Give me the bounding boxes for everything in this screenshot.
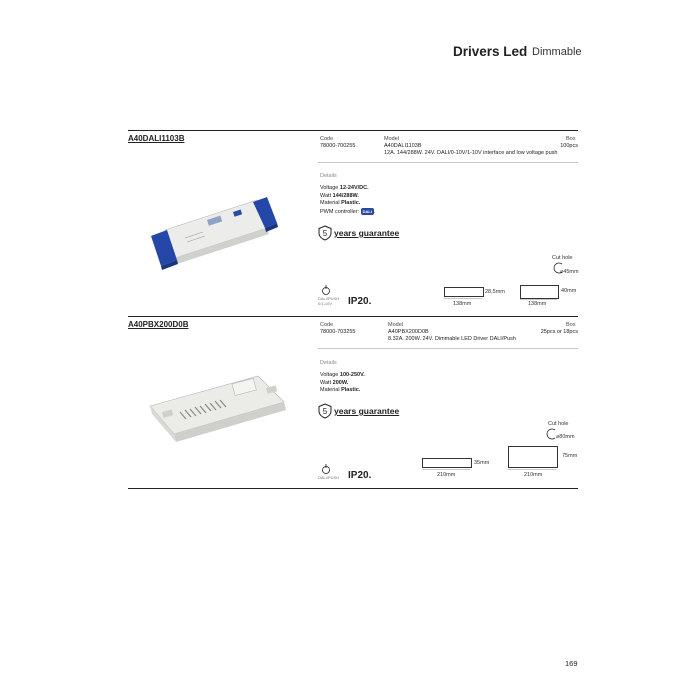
dimension-height-top: 35mm: [474, 460, 490, 466]
product-name: A40DALI1103B: [128, 134, 185, 143]
guarantee-text: years guarantee: [334, 406, 400, 416]
code-value: 78000-703255: [320, 329, 356, 335]
model-label: Model: [388, 322, 403, 328]
specs-list: [320, 372, 365, 395]
box-label: Box: [566, 322, 576, 328]
cut-hole-value: ⌀45mm: [560, 269, 579, 275]
cut-hole-value: ⌀80mm: [556, 434, 575, 440]
dimension-length-side: 138mm: [528, 301, 547, 307]
ip-rating: IP20.: [348, 296, 372, 307]
model-value: A40PBX200D0B: [388, 329, 429, 335]
dimming-icon-text: DALI/PUSH 0/1-10V: [318, 296, 340, 306]
divider: [318, 162, 578, 163]
code-label: Code: [320, 136, 334, 142]
product-image-driver: [145, 190, 280, 270]
voltage-value: 100-250V.: [339, 372, 365, 378]
material-label: Material: [320, 200, 340, 206]
box-value: 100pcs: [560, 143, 578, 149]
ip-rating: IP20.: [348, 470, 372, 481]
dali-badge-icon: DALI: [362, 208, 372, 214]
guarantee-text: years guarantee: [334, 228, 400, 238]
dimension-box-side: [508, 446, 558, 468]
dimension-length-top: 210mm: [437, 472, 456, 478]
guarantee-shield-icon: [318, 225, 332, 241]
code-value: 78000-700255: [320, 143, 356, 149]
dimension-box-top: [422, 458, 472, 468]
dimension-line: [520, 299, 557, 300]
material-label: Material: [320, 387, 340, 393]
divider: [128, 488, 578, 489]
dimension-length-side: 210mm: [524, 472, 543, 478]
voltage-value: 12-24V/DC.: [339, 185, 369, 191]
material-value: Plastic.: [341, 200, 361, 206]
specs-list: Voltage 12-24V/DC. Watt 144/288W. Material Plastic. PWM controller: DALI .: [320, 185, 376, 215]
dimension-line: [422, 469, 470, 470]
watt-value: 200W.: [332, 379, 349, 386]
page-title: Drivers Led: [453, 44, 528, 59]
dimension-line: [508, 469, 556, 470]
dimming-hand-icon: [320, 463, 332, 475]
voltage-label: Voltage: [320, 372, 339, 378]
model-value: A40DALI1103B: [384, 143, 422, 149]
description: 8.32A. 200W. 24V. Dimmable LED Driver DALI/Push: [388, 336, 516, 342]
details-title: Details: [320, 173, 337, 179]
dimension-height-top: 28,5mm: [485, 289, 505, 295]
dimension-line: [444, 298, 482, 299]
watt-label: Watt: [320, 192, 332, 199]
dimming-hand-icon: [320, 284, 332, 296]
model-label: Model: [384, 136, 399, 142]
page-number: 169: [565, 659, 578, 668]
box-value: 25pcs or 18pcs: [540, 329, 578, 335]
cut-hole-label: Cut hole: [548, 421, 569, 427]
divider: [128, 130, 578, 131]
description: 12A. 144/288W. 24V. DALI/0-10V/1-10V interface and low voltage push: [384, 150, 558, 156]
code-label: Code: [320, 322, 334, 328]
dimension-height-side: 75mm: [562, 453, 578, 459]
material-value: Plastic.: [341, 387, 361, 393]
divider: [128, 316, 578, 317]
svg-text:5: 5: [322, 229, 328, 238]
box-label: Box: [566, 136, 576, 142]
dimension-height-side: 40mm: [561, 288, 577, 294]
product-name: A40PBX200D0B: [128, 320, 189, 329]
guarantee-shield-icon: [318, 403, 332, 419]
dimension-box-top: [444, 287, 484, 297]
dimension-box-side: [520, 285, 559, 299]
dimming-icon-text: DALI/PUSH: [318, 475, 340, 480]
watt-label: Watt: [320, 379, 332, 386]
svg-text:5: 5: [322, 407, 328, 416]
watt-value: 144/288W.: [332, 192, 359, 199]
product-image-driver: [140, 372, 295, 444]
cut-hole-label: Cut hole: [552, 255, 573, 261]
details-title: Details: [320, 360, 337, 366]
pwm-label: PWM controller:: [320, 208, 360, 215]
dimension-length-top: 138mm: [453, 301, 472, 307]
divider: [318, 348, 578, 349]
page-subtitle: Dimmable: [532, 46, 582, 58]
voltage-label: Voltage: [320, 185, 339, 191]
